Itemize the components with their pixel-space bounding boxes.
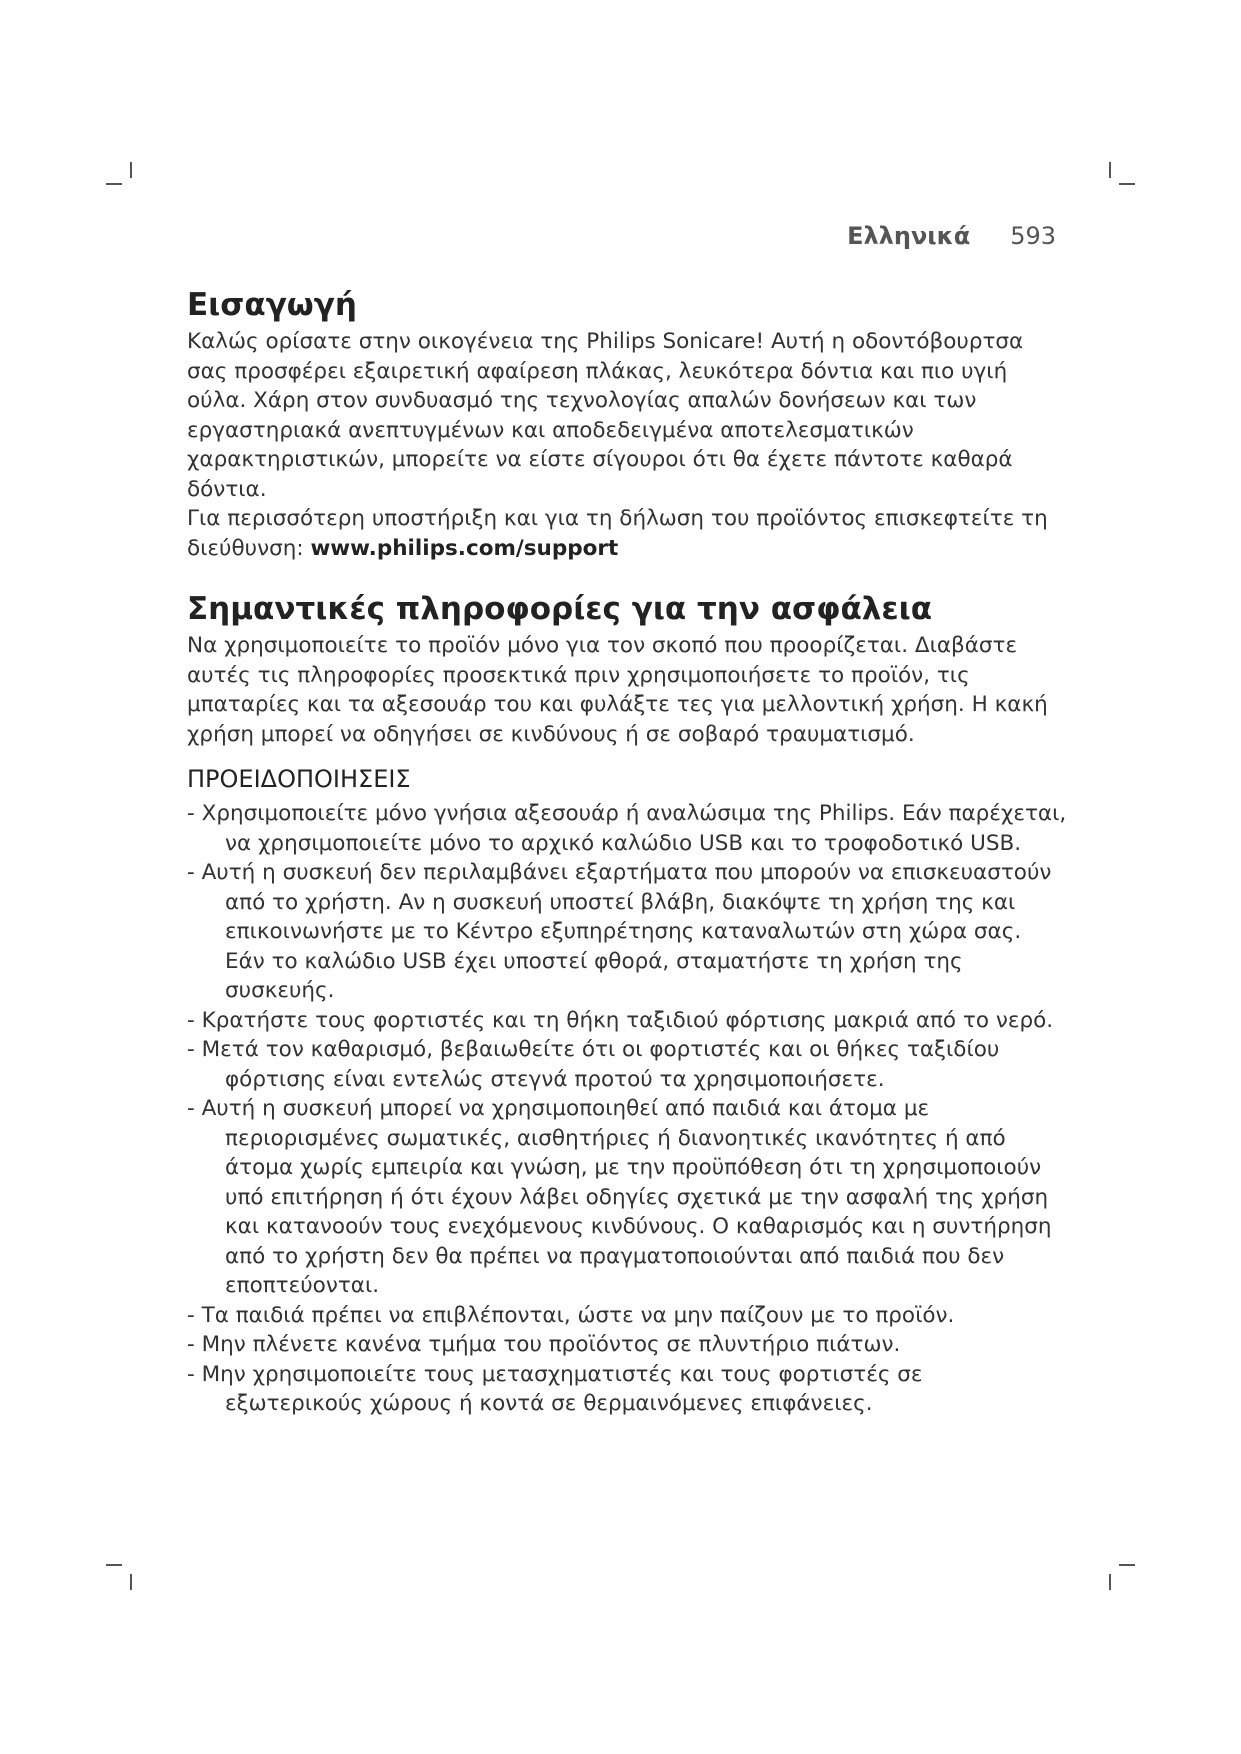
crop-mark-top-right-v (1109, 162, 1111, 178)
support-paragraph (187, 504, 1067, 563)
crop-mark-bottom-left-v (130, 1574, 132, 1590)
crop-mark-bottom-right-v (1109, 1574, 1111, 1590)
header-language: Ελληνικά (847, 222, 971, 250)
crop-mark-top-left-v (130, 162, 132, 178)
page-content (187, 285, 1067, 1419)
warning-item: - Μετά τον καθαρισμό, βεβαιωθείτε ότι οι φορτιστές και οι θήκες ταξιδίου φόρτισης είναι εντελώς στεγνά προτού τα χρησιμοποιήσετε. (187, 1037, 1000, 1092)
support-link[interactable]: www.philips.com/support (310, 535, 619, 561)
warning-item: - Κρατήστε τους φορτιστές και τη θήκη ταξιδιού φόρτισης μακριά από το νερό. (187, 1007, 1054, 1033)
safety-heading: Σημαντικές πληροφορίες για την ασφάλεια (187, 591, 932, 627)
warning-item: - Μην χρησιμοποιείτε τους μετασχηματιστές και τους φορτιστές σε εξωτερικούς χώρους ή κοντά σε θερμαινόμενες επιφάνειες. (187, 1361, 923, 1416)
crop-mark-bottom-left-h (106, 1564, 122, 1566)
safety-paragraph: Να χρησιμοποιείτε το προϊόν μόνο για τον σκοπό που προορίζεται. Διαβάστε αυτές τις πληροφορίες προσεκτικά πριν χρησιμοποιήσετε το προϊόν, τις μπαταρίες και τα αξεσουάρ του και φυλάξτε τες για μελλοντική χρήση. Η κακή χρήση μπορεί να οδηγήσει σε κινδύνους ή σε σοβαρό τραυματισμό. (187, 633, 1048, 747)
running-header (847, 222, 1056, 250)
support-text: Για περισσότερη υποστήριξη και για τη δήλωση του προϊόντος επισκεφτείτε τη διεύθυνση: (187, 506, 1048, 561)
warning-item: - Αυτή η συσκευή μπορεί να χρησιμοποιηθεί από παιδιά και άτομα με περιορισμένες σωματικές, αισθητήριες ή διανοητικές ικανότητες ή από άτομα χωρίς εμπειρία και γνώση, με την προϋπόθεση ότι τη χρησιμοποιούν υπό επιτήρηση ή ότι έχουν λάβει οδηγίες σχετικά με την ασφαλή της χρήση και κατανοούν τους ενεχόμενους κινδύνους. Ο καθαρισμός και η συντήρηση από το χρήστη δεν θα πρέπει να πραγματοποιούνται από παιδιά που δεν εποπτεύονται. (187, 1096, 1052, 1298)
warning-item: - Μην πλένετε κανένα τμήμα του προϊόντος σε πλυντήριο πιάτων. (187, 1332, 901, 1357)
crop-mark-top-right-h (1119, 183, 1135, 185)
warning-item: - Αυτή η συσκευή δεν περιλαμβάνει εξαρτήματα που μπορούν να επισκευαστούν από το χρήστη. Αν η συσκευή υποστεί βλάβη, διακόψτε τη χρήση της και επικοινωνήστε με το Κέντρο εξυπηρέτησης καταναλωτών στη χώρα σας. Εάν το καλώδιο USB έχει υποστεί φθορά, σταματήστε τη χρήση της συσκευής. (187, 860, 1052, 1003)
warning-item: - Τα παιδιά πρέπει να επιβλέπονται, ώστε να μην παίζουν με το προϊόν. (187, 1302, 955, 1328)
warning-item: - Χρησιμοποιείτε μόνο γνήσια αξεσουάρ ή αναλώσιμα της Philips. Εάν παρέχεται, να χρησιμοποιείτε μόνο το αρχικό καλώδιο USB και το τροφοδοτικό USB. (187, 801, 1067, 856)
intro-heading: Εισαγωγή (187, 287, 357, 323)
crop-mark-bottom-right-h (1119, 1564, 1135, 1566)
page-number: 593 (1010, 222, 1056, 250)
crop-mark-top-left-h (106, 183, 122, 185)
warnings-list (187, 799, 1067, 1419)
intro-paragraph: Καλώς ορίσατε στην οικογένεια της Philips Sonicare! Αυτή η οδοντόβουρτσα σας προσφέρει εξαιρετική αφαίρεση πλάκας, λευκότερα δόντια και πιο υγιή ούλα. Χάρη στον συνδυασμό της τεχνολογίας απαλών δονήσεων και των εργαστηριακά ανεπτυγμένων και αποδεδειγμένα αποτελεσματικών χαρακτηριστικών, μπορείτε να είστε σίγουροι ότι θα έχετε πάντοτε καθαρά δόντια. (187, 329, 1024, 502)
warnings-heading: ΠΡΟΕΙΔΟΠΟΙΗΣΕΙΣ (187, 765, 411, 793)
